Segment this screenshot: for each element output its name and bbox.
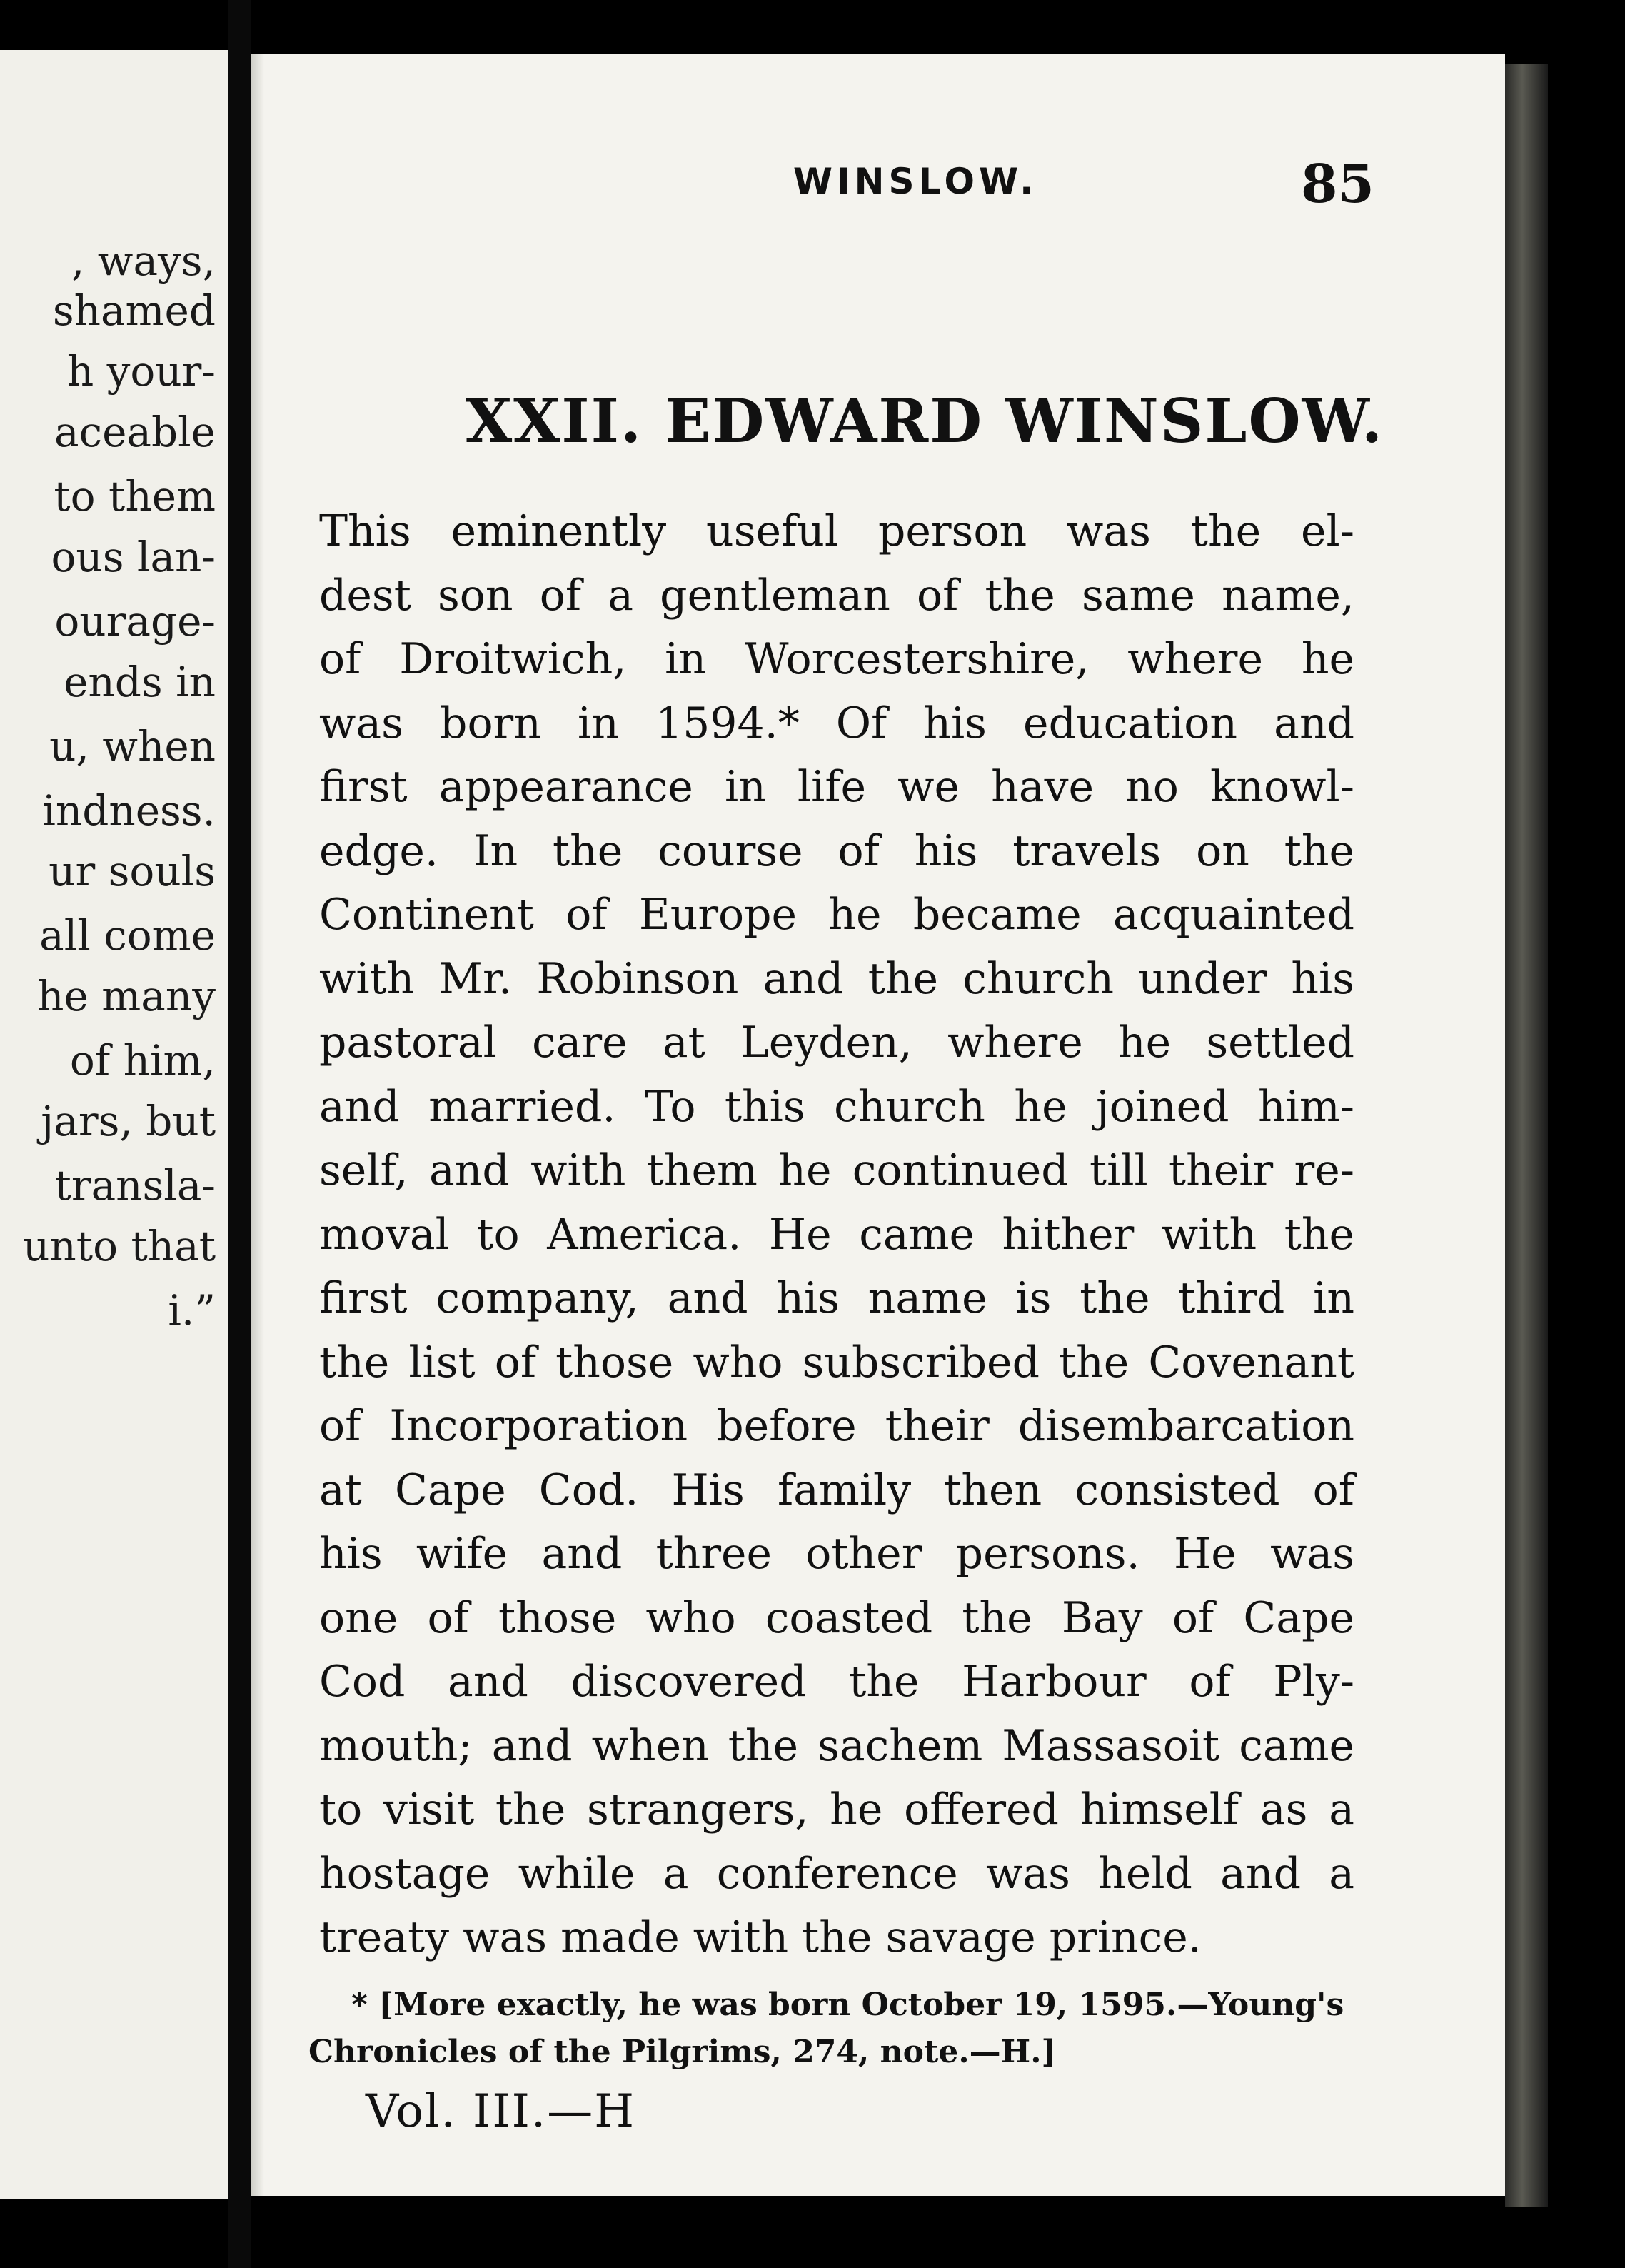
left-page-fragment	[0, 50, 228, 2199]
body-line: his wife and three other persons. He was	[319, 1529, 1354, 1579]
body-line: dest son of a gentleman of the same name,	[319, 570, 1354, 621]
left-page-line: transla-	[54, 1161, 216, 1210]
body-line: edge. In the course of his travels on the	[319, 826, 1354, 876]
body-line: treaty was made with the savage prince.	[319, 1912, 1202, 1962]
body-line: first appearance in life we have no knowl-	[319, 762, 1354, 812]
body-line: Cod and discovered the Harbour of Ply-	[319, 1657, 1354, 1707]
running-head: WINSLOW.	[793, 161, 1038, 202]
left-page-line: aceable	[54, 408, 216, 456]
footnote-line: Chronicles of the Pilgrims, 274, note.—H.]	[308, 2034, 1057, 2070]
body-line: pastoral care at Leyden, where he settled	[319, 1018, 1354, 1068]
body-line: to visit the strangers, he offered himself as a	[319, 1785, 1354, 1835]
left-page-line: he many	[37, 972, 216, 1020]
left-page-line: to them	[54, 472, 216, 521]
body-line: and married. To this church he joined him-	[319, 1081, 1354, 1132]
body-line: Continent of Europe he became acquainted	[319, 890, 1354, 940]
body-line: was born in 1594.* Of his education and	[319, 698, 1354, 748]
left-page-line: h your-	[66, 347, 216, 396]
body-line: of Droitwich, in Worcestershire, where he	[319, 634, 1354, 684]
body-line: self, and with them he continued till their re-	[319, 1145, 1354, 1195]
left-page-line: ourage-	[54, 597, 216, 646]
left-page-line: ous lan-	[51, 533, 216, 581]
left-page-line: all come	[39, 911, 216, 960]
body-line: the list of those who subscribed the Covenant	[319, 1337, 1354, 1388]
body-line: first company, and his name is the third in	[319, 1273, 1354, 1323]
page-edge	[1505, 64, 1548, 2207]
footnote	[308, 1982, 1358, 2076]
left-page-line: of him,	[69, 1036, 216, 1085]
left-page-line: shamed	[52, 286, 216, 335]
book-page	[251, 54, 1505, 2196]
body-line: moval to America. He came hither with the	[319, 1209, 1354, 1260]
body-line: at Cape Cod. His family then consisted of	[319, 1465, 1354, 1515]
left-page-line: , ways,	[71, 236, 216, 285]
left-page-line: unto that	[23, 1222, 216, 1270]
left-page-line: indness.	[42, 786, 216, 835]
chapter-title: XXII. EDWARD WINSLOW.	[466, 386, 1384, 456]
body-line: with Mr. Robinson and the church under his	[319, 953, 1354, 1004]
left-page-line: i.”	[168, 1286, 216, 1335]
body-line: This eminently useful person was the el-	[319, 506, 1354, 556]
left-page-line: jars, but	[41, 1097, 216, 1145]
book-gutter	[228, 0, 251, 2268]
body-text	[319, 500, 1354, 1970]
body-line: mouth; and when the sachem Massasoit came	[319, 1720, 1354, 1771]
left-page-line: u, when	[49, 722, 216, 771]
left-page-line: ends in	[64, 658, 216, 706]
left-page-line: ur souls	[49, 847, 216, 895]
body-line: one of those who coasted the Bay of Cape	[319, 1592, 1354, 1643]
body-line: of Incorporation before their disembarcation	[319, 1401, 1354, 1451]
signature-mark: Vol. III.—H	[366, 2085, 636, 2138]
body-line: hostage while a conference was held and a	[319, 1848, 1354, 1899]
footnote-line: * [More exactly, he was born October 19, 1595.—Young's	[351, 1987, 1344, 2023]
page-number: 85	[1301, 154, 1374, 215]
